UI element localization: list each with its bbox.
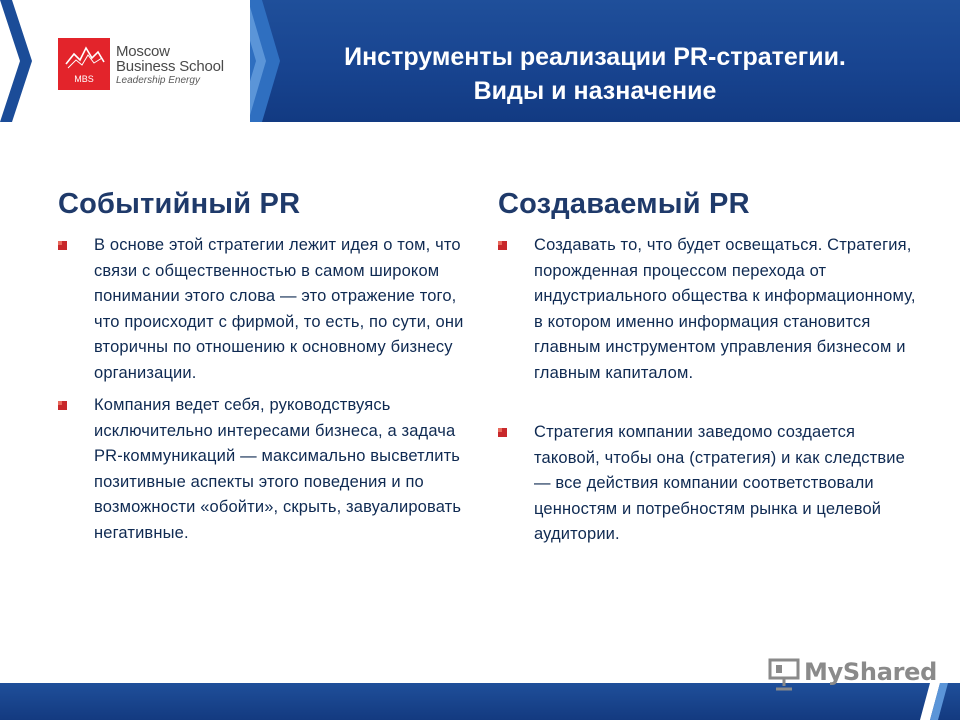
- watermark[interactable]: [766, 656, 937, 692]
- bullet-icon: [498, 241, 507, 250]
- left-bullet-list: [56, 233, 471, 546]
- header-banner: [0, 0, 960, 122]
- list-item: [496, 420, 916, 548]
- bullet-icon: [498, 428, 507, 437]
- bullet-text: В основе этой стратегии лежит идея о том, что связи с общественностью в самом широком понимании этого слова — это отражение того, что происходит с фирмой, то есть, по сути, они вторичны по отношению к основному бизнесу организации.: [94, 236, 464, 382]
- logo-panel: [0, 0, 250, 122]
- page-title: [290, 40, 900, 108]
- bullet-text: Компания ведет себя, руководствуясь исключительно интересами бизнеса, а задача PR-коммуникаций — максимально высветлить позитивные аспекты этого поведения и по возможности «обойти», скрыть, завуалировать негативные.: [94, 396, 462, 542]
- right-column-heading: Создаваемый PR: [498, 188, 750, 220]
- logo-mark-text: MBS: [74, 74, 94, 84]
- mountain-icon: [58, 38, 110, 90]
- watermark-text: MyShared: [804, 658, 937, 686]
- logo-line-1: Moscow: [116, 43, 170, 60]
- list-item: [496, 233, 916, 386]
- bullet-text: Стратегия компании заведомо создается таковой, чтобы она (стратегия) и как следствие — все действия компании соответствовали ценностям и потребностям рынка и целевой аудитории.: [534, 423, 905, 543]
- logo-text: [116, 44, 224, 87]
- logo-line-2: Business School: [116, 58, 224, 75]
- title-line-1: Инструменты реализации PR-стратегии.: [344, 43, 846, 71]
- left-column-heading: Событийный PR: [58, 188, 301, 220]
- bullet-icon: [58, 241, 67, 250]
- list-item: [56, 233, 471, 386]
- right-bullet-list: [496, 233, 916, 548]
- presentation-icon: [766, 656, 802, 692]
- mbs-logo-mark: [58, 38, 110, 90]
- header-left-stripe: [0, 0, 40, 122]
- bullet-icon: [58, 401, 67, 410]
- list-item: [56, 393, 471, 546]
- title-line-2: Виды и назначение: [473, 77, 717, 105]
- bullet-text: Создавать то, что будет освещаться. Стратегия, порожденная процессом перехода от индустриального общества к информационному, в котором именно информация становится главным инструментом управления бизнесом и главным капиталом.: [534, 236, 916, 382]
- logo-tagline: Leadership Energy: [116, 75, 200, 86]
